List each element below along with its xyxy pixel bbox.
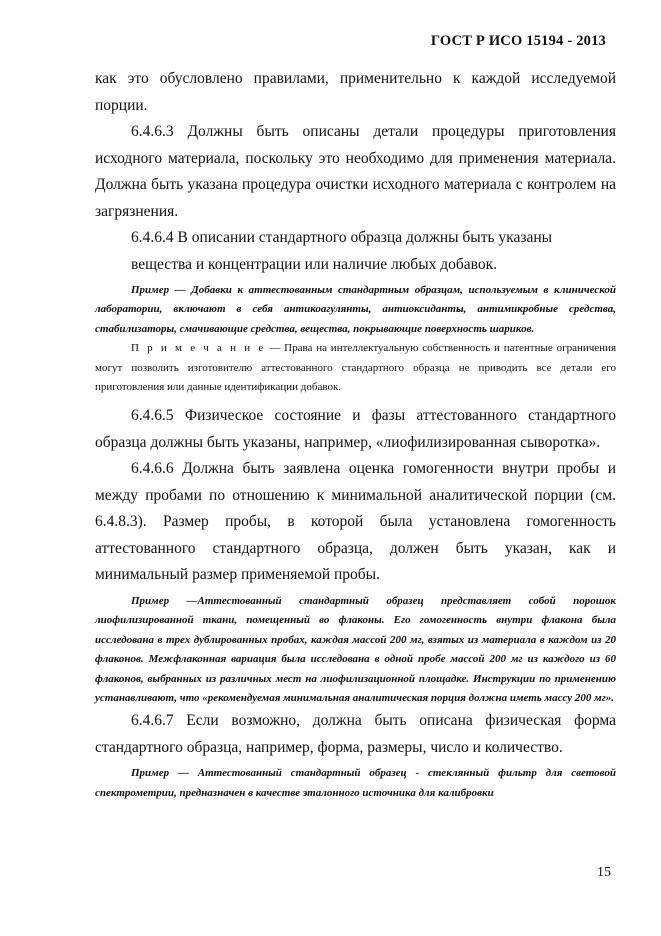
- paragraph-6-4-6-6: 6.4.6.6 Должна быть заявлена оценка гомогенности внутри пробы и между пробами по отношению к минимальной аналитической порции (см. 6.4.8.3). Размер пробы, в которой была установлена гомогенность аттестованного стандартного образца, должен быть указан, как и минимальный размер применяемой пробы.: [95, 460, 616, 584]
- paragraph-6-4-6-3: 6.4.6.3 Должны быть описаны детали процедуры приготовления исходного материала, поскольку это необходимо для применения материала. Должна быть указана процедура очистки исходного материала с контролем на загрязнения.: [95, 123, 616, 220]
- paragraph-6-4-6-7: 6.4.6.7 Если возможно, должна быть описана физическая форма стандартного образца, например, форма, размеры, число и количество.: [95, 712, 616, 756]
- note-text: — Права на интеллектуальную собственность и патентные ограничения могут позволить изготовителю аттестованного стандартного образца не приводить все детали его приготовления или данные идентификации добавок.: [95, 342, 617, 394]
- document-body: [95, 66, 616, 803]
- example-homogeneity: Пример —Аттестованный стандартный образец представляет собой порошок лиофилизированной ткани, помещенный во флаконы. Его гомогенность внутри флакона была исследована в трех дублированных пробах, каждая массой 200 мг, взятых из материала в каждом из 20 флаконов. Межфлаконная вариация была исследована в одной пробе массой 200 мг из каждого из 60 флаконов, выбранных из различных мест на лиофилизационной площадке. Инструкции по применению устанавливают, что «рекомендуемая минимальная аналитическая порция должна иметь массу 200 мг».: [95, 594, 616, 704]
- paragraph-6-4-6-5: 6.4.6.5 Физическое состояние и фазы аттестованного стандартного образца должны быть указаны, например, «лиофилизированная сыворотка».: [95, 407, 616, 451]
- note-label: П р и м е ч а н и е: [131, 342, 266, 355]
- example-glass-filter: Пример — Аттестованный стандартный образец - стеклянный фильтр для световой спектрометрии, предназначен в качестве эталонного источника для калибровки: [95, 767, 616, 799]
- paragraph-6-4-6-4-line1: 6.4.6.4 В описании стандартного образца должны быть указаны: [131, 229, 553, 246]
- paragraph-continuation: как это обусловлено правилами, применительно к каждой исследуемой порции.: [95, 70, 616, 114]
- example-additives: Пример — Добавки к аттестованным стандартным образцам, используемым в клинической лаборатории, включают в себя антикоагулянты, антиоксиданты, антимикробные средства, стабилизаторы, смачивающие средства, вещества, покрывающие поверхность шариков.: [95, 284, 616, 335]
- note-block: [95, 339, 616, 397]
- page-number: 15: [597, 865, 611, 880]
- paragraph-6-4-6-4-line2: вещества и концентрации или наличие любых добавок.: [131, 255, 498, 273]
- standard-header: ГОСТ Р ИСО 15194 - 2013: [430, 33, 606, 49]
